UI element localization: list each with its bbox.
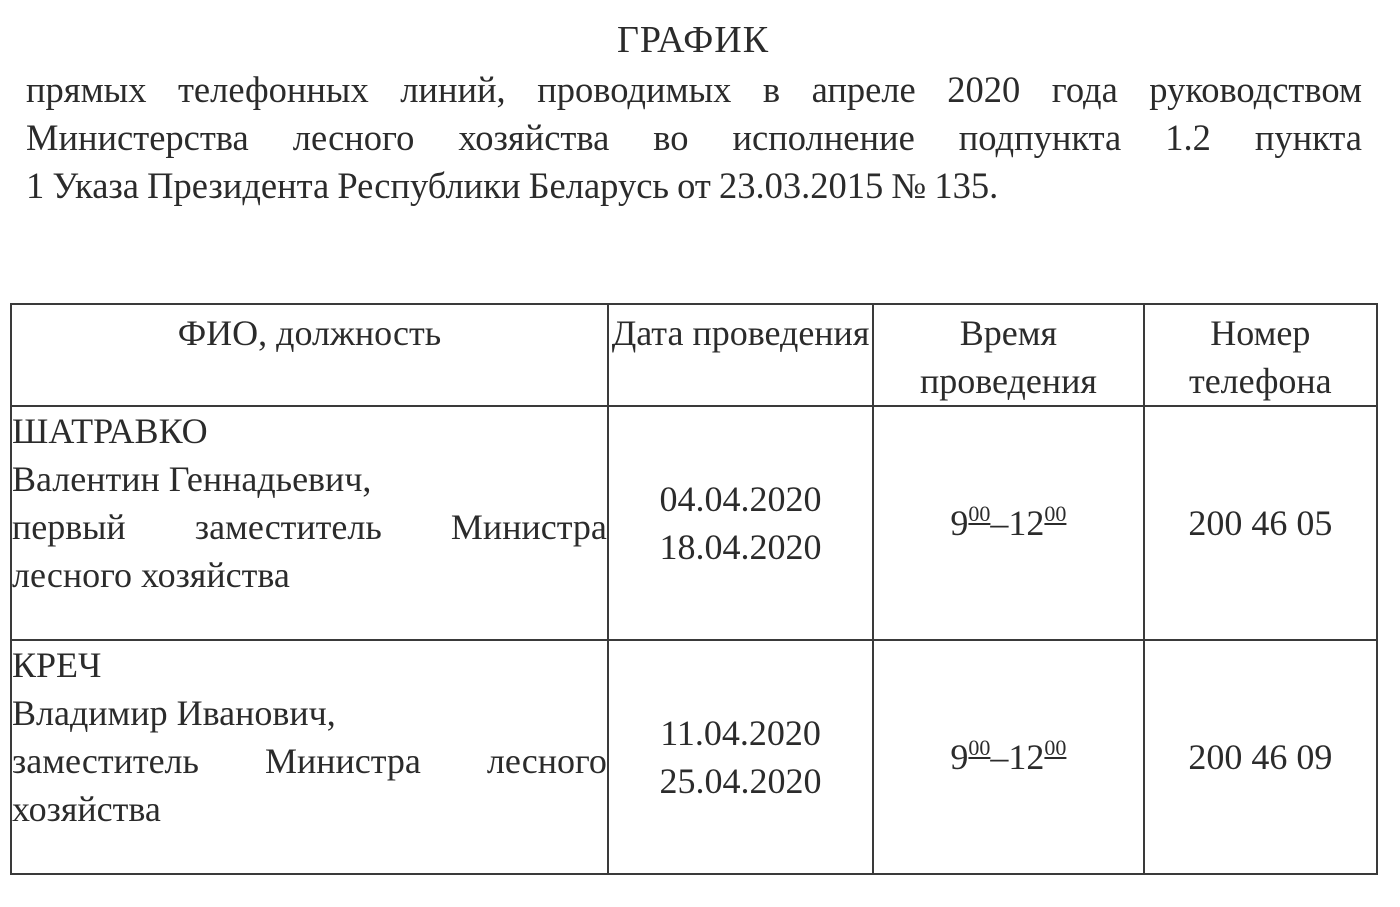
table-header-row [11, 304, 1377, 406]
official-surname: КРЕЧ [12, 645, 102, 685]
schedule-table [10, 303, 1378, 875]
time-start-hour: 9 [950, 503, 969, 543]
time-cell [873, 640, 1143, 874]
official-position: заместитель Министра лесного хозяйства [12, 741, 607, 829]
phone-cell [1144, 406, 1377, 640]
header-date: Дата проведения [608, 304, 873, 406]
header-name-position: ФИО, должность [11, 304, 608, 406]
intro-line: прямых телефонных линий, проводимых в апреле 2020 года руководством [26, 69, 1362, 110]
time-start-minutes: 00 [968, 501, 991, 526]
time-end-minutes: 00 [1044, 735, 1067, 760]
header-phone: Номер телефона [1144, 304, 1377, 406]
table-row [11, 640, 1377, 874]
phone-number: 200 46 09 [1188, 737, 1333, 777]
phone-cell [1144, 640, 1377, 874]
time-dash: – [990, 503, 1009, 543]
time-end-hour: 12 [1008, 503, 1045, 543]
official-position: первый заместитель Министра лесного хозяйства [12, 507, 607, 595]
time-start-hour: 9 [950, 737, 969, 777]
time-cell [873, 406, 1143, 640]
phone-number: 200 46 05 [1188, 503, 1333, 543]
table-row [11, 406, 1377, 640]
date-value: 18.04.2020 [659, 527, 822, 567]
time-end-hour: 12 [1008, 737, 1045, 777]
official-surname: ШАТРАВКО [12, 411, 208, 451]
time-start-minutes: 00 [968, 735, 991, 760]
official-cell [11, 406, 608, 640]
intro-line: Министерства лесного хозяйства во исполнение подпункта 1.2 пункта [26, 117, 1362, 158]
intro-line: 1 Указа Президента Республики Беларусь от 23.03.2015 № 135. [26, 165, 999, 206]
official-given-names: Владимир Иванович, [12, 693, 336, 733]
header-time: Время проведения [873, 304, 1143, 406]
date-value: 04.04.2020 [659, 479, 822, 519]
date-value: 11.04.2020 [660, 713, 821, 753]
document-intro [26, 66, 1362, 210]
document-title: ГРАФИК [616, 19, 770, 61]
date-cell [608, 640, 873, 874]
official-given-names: Валентин Геннадьевич, [12, 459, 372, 499]
official-cell [11, 640, 608, 874]
time-end-minutes: 00 [1044, 501, 1067, 526]
date-cell [608, 406, 873, 640]
time-dash: – [990, 737, 1009, 777]
date-value: 25.04.2020 [659, 761, 822, 801]
